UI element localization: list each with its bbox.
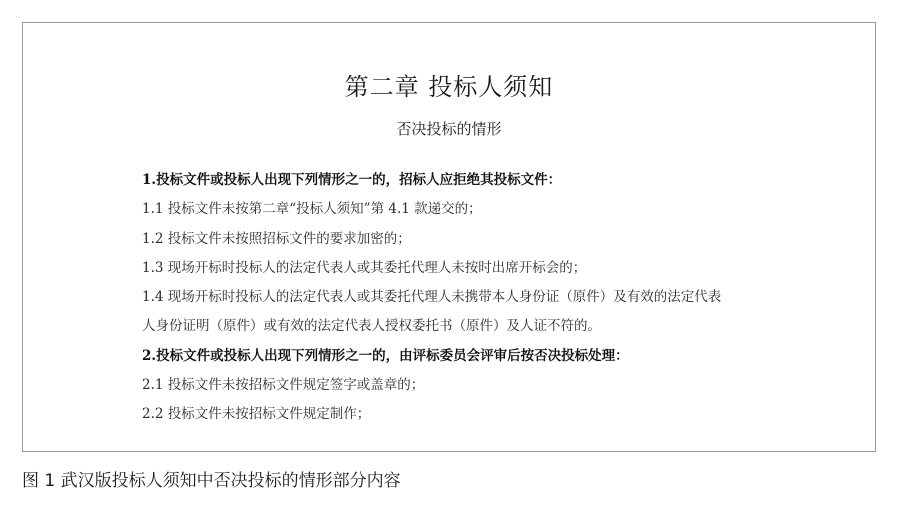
rule-line: 2.投标文件或投标人出现下列情形之一的，由评标委员会评审后按否决投标处理：	[142, 347, 629, 364]
rule-line: 1.3 现场开标时投标人的法定代表人或其委托代理人未按时出席开标会的；	[142, 259, 587, 276]
rule-line: 人身份证明（原件）或有效的法定代表人授权委托书（原件）及人证不符的。	[142, 318, 601, 335]
section-subtitle: 否决投标的情形	[396, 120, 502, 138]
rule-line: 2.2 投标文件未按招标文件规定制作；	[142, 406, 371, 423]
rule-list	[142, 166, 822, 430]
chapter-title: 第二章 投标人须知	[344, 73, 554, 101]
rule-line: 1.投标文件或投标人出现下列情形之一的，招标人应拒绝其投标文件：	[142, 172, 562, 188]
rule-line: 2.1 投标文件未按招标文件规定签字或盖章的；	[142, 377, 425, 394]
figure-caption: 图 1 武汉版投标人须知中否决投标的情形部分内容	[22, 471, 401, 491]
rule-line: 1.4 现场开标时投标人的法定代表人或其委托代理人未携带本人身份证（原件）及有效的法定代表	[142, 289, 722, 306]
document-image	[22, 22, 876, 452]
rule-line: 1.1 投标文件未按第二章“投标人须知”第 4.1 款递交的；	[142, 201, 482, 218]
rule-line: 1.2 投标文件未按照招标文件的要求加密的；	[142, 230, 411, 247]
